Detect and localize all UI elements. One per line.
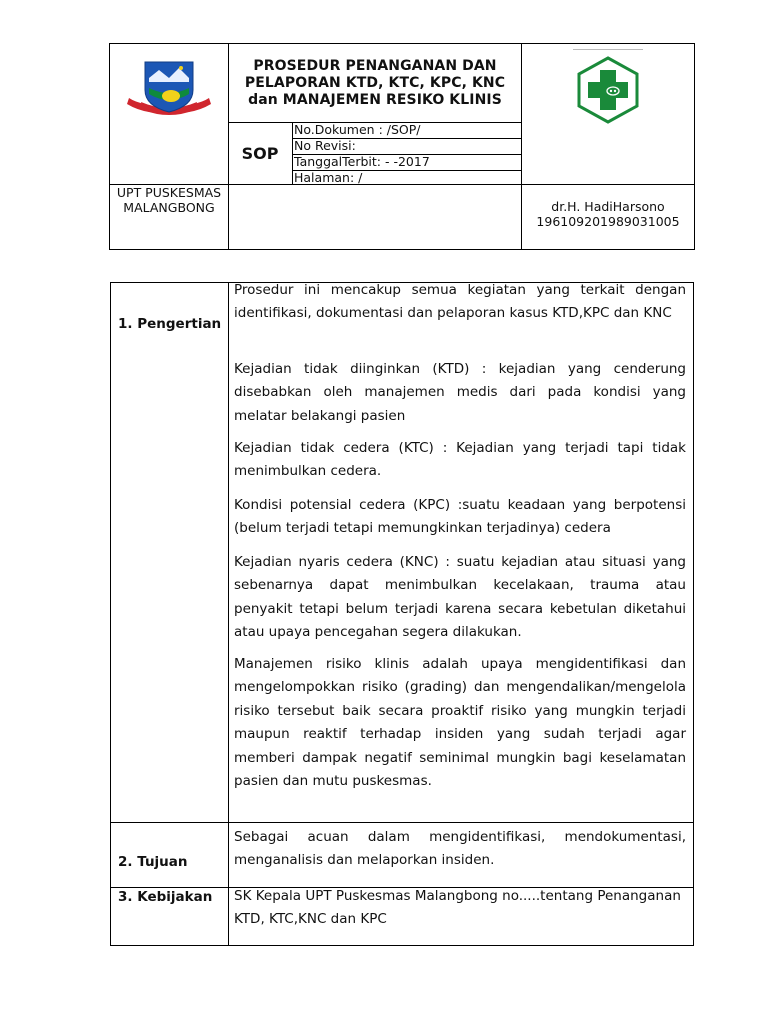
revision-number: No Revisi: xyxy=(294,138,356,153)
signatory-name: dr.H. HadiHarsono xyxy=(551,199,665,214)
section-label-pengertian: 1. Pengertian xyxy=(118,316,222,332)
definition-kpc: Kondisi potensial cedera (KPC) :suatu keadaan yang berpotensi (belum terjadi tetapi memungkinkan terjadinya) cedera xyxy=(234,497,686,537)
definition-ktd: Kejadian tidak diinginkan (KTD) : kejadian yang cenderung disebabkan oleh manajemen medis dari pada kondisi yang melatar belakangi pasien xyxy=(234,361,686,424)
definition-knc: Kejadian nyaris cedera (KNC) : suatu kejadian atau situasi yang sebenarnya dapat menimbulkan kecelakaan, trauma atau penyakit tetapi belum terjadi karena secara kebetulan diketahui atau upaya pencegahan segera dilakukan. xyxy=(234,554,686,641)
page-number: Halaman: / xyxy=(294,170,363,185)
regency-crest-icon xyxy=(125,58,213,124)
signatory-nip: 196109201989031005 xyxy=(536,214,680,229)
document-number: No.Dokumen : /SOP/ xyxy=(294,122,421,137)
definition-risk-management: Manajemen risiko klinis adalah upaya mengidentifikasi dan mengelompokkan risiko (grading) dan mengendalikan/mengelola risiko tersebut baik secara proaktif risiko yang mungkin terjadi maupun reaktif terhadap insiden yang sudah terjadi agar memberi dampak negatif seminimal mungkin bagi keselamatan pasien dan mutu puskesmas. xyxy=(234,656,686,790)
logo-rule xyxy=(573,49,643,50)
section-label-kebijakan: 3. Kebijakan xyxy=(118,889,213,905)
sop-title: PROSEDUR PENANGANAN DAN PELAPORAN KTD, KTC, KPC, KNC dan MANAJEMEN RESIKO KLINIS xyxy=(244,57,506,108)
sop-label: SOP xyxy=(241,144,279,163)
issue-date: TanggalTerbit: - -2017 xyxy=(294,154,430,169)
puskesmas-cross-icon xyxy=(575,56,641,124)
definition-paragraph: Prosedur ini mencakup semua kegiatan yang terkait dengan identifikasi, dokumentasi dan pelaporan kasus KTD,KPC dan KNC xyxy=(234,282,686,322)
section-label-tujuan: 2. Tujuan xyxy=(118,854,188,870)
definition-ktc: Kejadian tidak cedera (KTC) : Kejadian yang terjadi tapi tidak menimbulkan cedera. xyxy=(234,440,686,480)
organization-name: UPT PUSKESMAS MALANGBONG xyxy=(116,185,222,215)
purpose-paragraph: Sebagai acuan dalam mengidentifikasi, mendokumentasi, menganalisis dan melaporkan insiden. xyxy=(234,829,686,869)
policy-paragraph: SK Kepala UPT Puskesmas Malangbong no.....tentang Penanganan KTD, KTC,KNC dan KPC xyxy=(234,888,681,928)
signatory-block xyxy=(522,199,694,229)
